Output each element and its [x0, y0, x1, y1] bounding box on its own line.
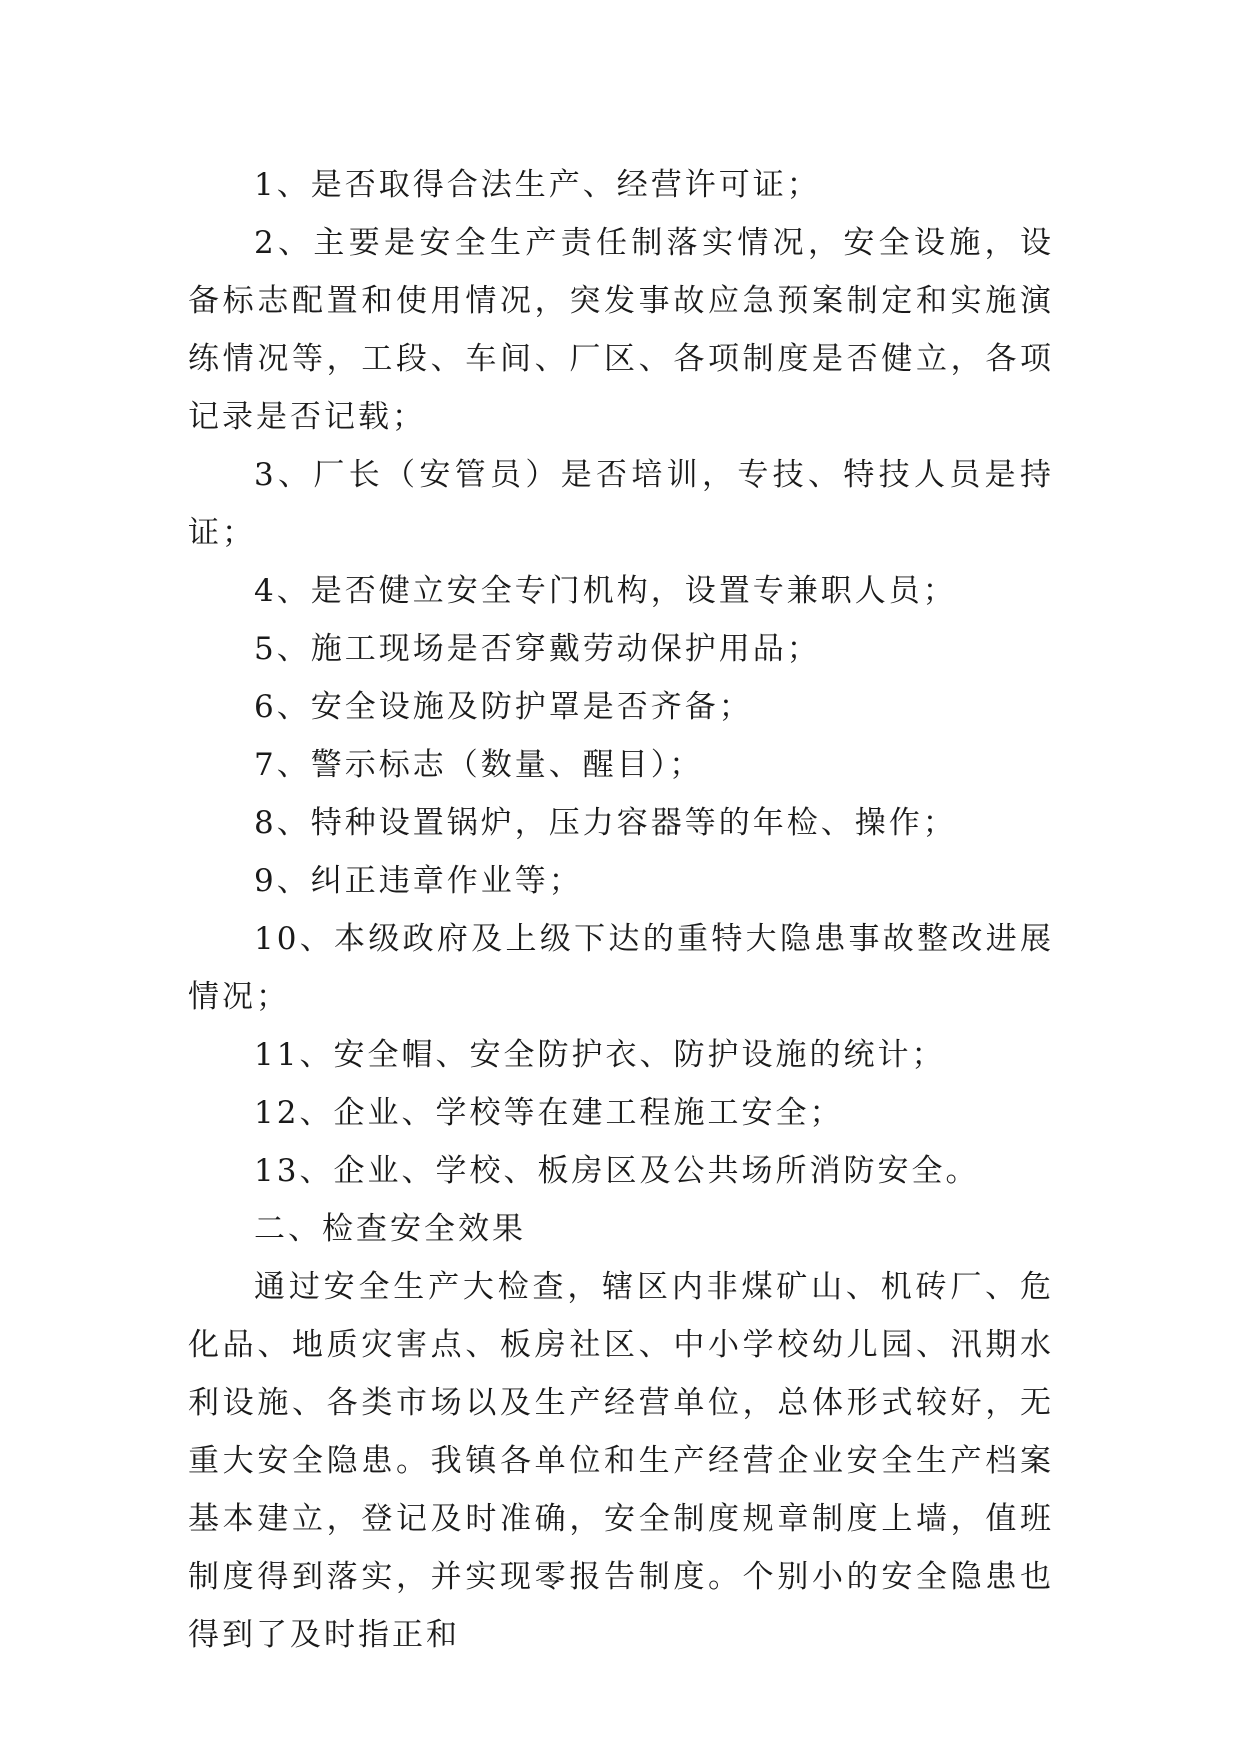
paragraph-item-13: 13、企业、学校、板房区及公共场所消防安全。: [254, 1153, 980, 1189]
paragraph-summary: 通过安全生产大检查，辖区内非煤矿山、机砖厂、危化品、地质灾害点、板房社区、中小学校幼儿园、汛期水利设施、各类市场以及生产经营单位，总体形式较好，无重大安全隐患。我镇各单位和生产经营企业安全生产档案基本建立，登记及时准确，安全制度规章制度上墙，值班制度得到落实，并实现零报告制度。个别小的安全隐患也得到了及时指正和: [188, 1269, 1054, 1653]
paragraph-item-8: 8、特种设置锅炉，压力容器等的年检、操作；: [254, 805, 957, 841]
document-body: [188, 156, 1054, 1664]
paragraph-item-2: 2、主要是安全生产责任制落实情况，安全设施，设备标志配置和使用情况，突发事故应急预案制定和实施演练情况等，工段、车间、厂区、各项制度是否健立，各项记录是否记载；: [188, 225, 1054, 435]
paragraph-item-7: 7、警示标志（数量、醒目）；: [254, 747, 704, 783]
paragraph-item-9: 9、纠正违章作业等；: [254, 863, 583, 899]
section-heading: 二、检查安全效果: [254, 1211, 526, 1247]
paragraph-item-6: 6、安全设施及防护罩是否齐备；: [254, 689, 753, 725]
paragraph-item-4: 4、是否健立安全专门机构，设置专兼职人员；: [254, 573, 957, 609]
paragraph-item-1: 1、是否取得合法生产、经营许可证；: [254, 167, 821, 203]
paragraph-item-10: 10、本级政府及上级下达的重特大隐患事故整改进展情况；: [188, 921, 1054, 1015]
paragraph-item-5: 5、施工现场是否穿戴劳动保护用品；: [254, 631, 821, 667]
paragraph-item-11: 11、安全帽、安全防护衣、防护设施的统计；: [254, 1037, 946, 1073]
paragraph-item-12: 12、企业、学校等在建工程施工安全；: [254, 1095, 844, 1131]
paragraph-item-3: 3、厂长（安管员）是否培训，专技、特技人员是持证；: [188, 457, 1054, 551]
